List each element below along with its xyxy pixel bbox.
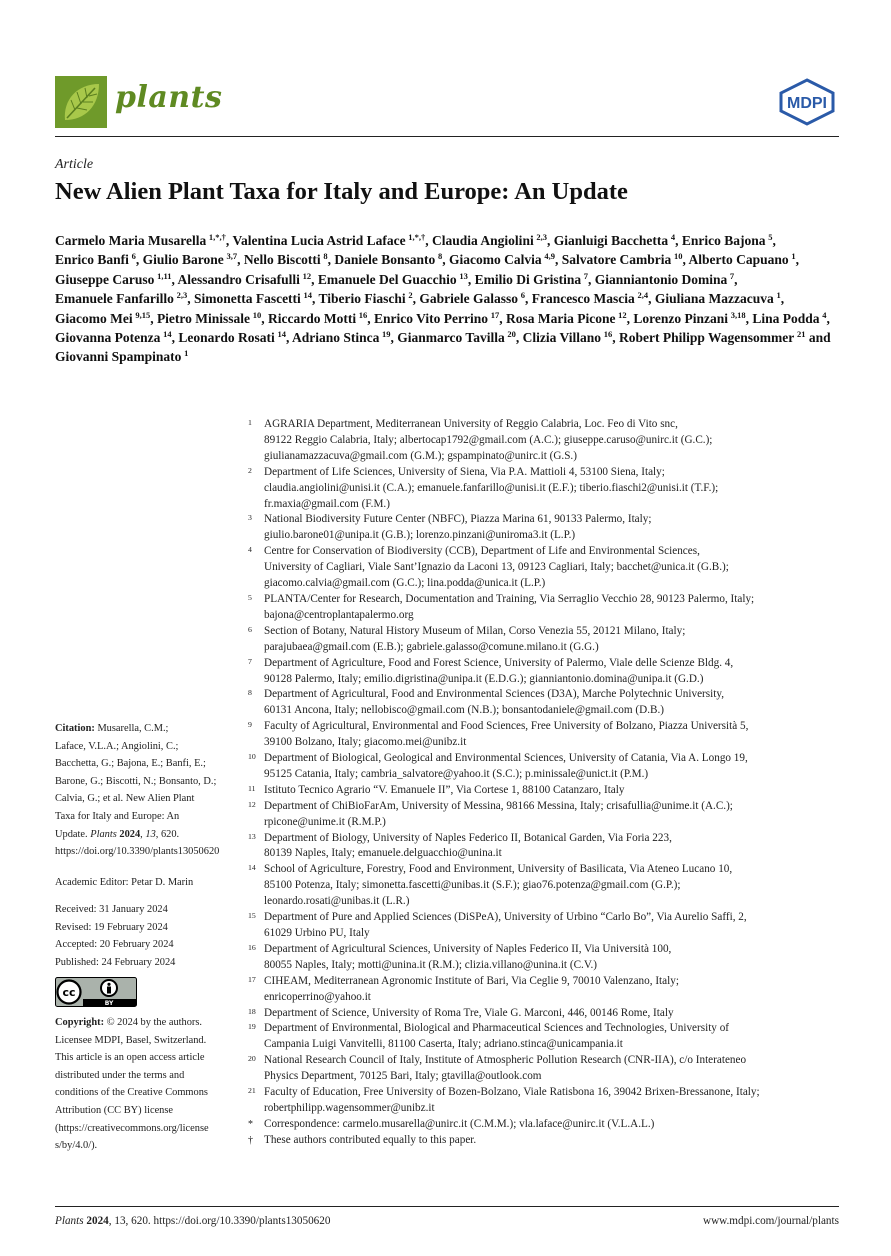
affiliation-number: 4 [248, 545, 252, 555]
author-name: Salvatore Cambria [561, 252, 672, 268]
affiliation-number: 8 [248, 688, 252, 698]
author-name: Simonetta Fascetti [193, 291, 301, 307]
author-affiliation-sup: 6 [520, 290, 525, 301]
citation-volume: 13 [145, 828, 156, 840]
author-name: Adriano Stinca [291, 330, 380, 346]
author-name: Emanuele Fanfarillo [55, 291, 174, 307]
author-separator: , [588, 271, 592, 287]
author-name: Pietro Minissale [156, 310, 251, 326]
copyright-line: Licensee MDPI, Basel, Switzerland. [55, 1034, 207, 1046]
author-separator: , [327, 252, 332, 268]
author [232, 233, 428, 248]
affiliation-number: 7 [248, 656, 252, 666]
author-affiliation-sup: 4 [822, 309, 827, 320]
author-affiliation-sup: 14 [303, 290, 313, 301]
affiliation-line: PLANTA/Center for Research, Documentation and Training, Via Serraglio Vecchio 28, 90123 Palermo, Italy; [264, 592, 755, 605]
affiliation-item [248, 831, 848, 863]
citation-journal: Plants [90, 828, 117, 840]
affiliation-number: 6 [248, 624, 252, 634]
author [55, 233, 229, 248]
author-separator: , [780, 291, 785, 307]
affiliation-line: National Biodiversity Future Center (NBFC), Piazza Marina 61, 90133 Palermo, Italy; [264, 513, 652, 526]
author [55, 252, 139, 267]
author-affiliation-sup: 16 [603, 329, 613, 340]
footer-divider [55, 1206, 839, 1207]
copyright-text: © 2024 by the authors. [106, 1017, 203, 1028]
author-name: Giacomo Mei [55, 310, 133, 326]
affiliation-number: 12 [248, 799, 256, 809]
affiliation-line: Campania Luigi Vanvitelli, 81100 Caserta, Italy; adriano.stinca@unicampania.it [264, 1038, 623, 1051]
author-separator: , [524, 291, 529, 307]
author-affiliation-sup: 16 [358, 309, 368, 320]
author [432, 233, 550, 248]
affiliation-number: * [248, 1118, 253, 1130]
author-affiliation-sup: 1 [184, 348, 189, 359]
footer-citation [55, 1215, 330, 1227]
author-name: Enrico Bajona [681, 233, 766, 248]
author-affiliation-sup: 5 [768, 232, 773, 242]
footer-journal-url[interactable]: www.mdpi.com/journal/plants [703, 1215, 839, 1227]
author-name: Giuseppe Caruso [55, 271, 155, 287]
author-separator: , [187, 291, 191, 307]
affiliation-line: parajubaea@gmail.com (E.B.); gabriele.galasso@comune.milano.it (G.G.) [264, 640, 599, 653]
author-separator: , [171, 330, 175, 346]
author-separator: , [682, 252, 686, 268]
author-affiliation-sup: 7 [729, 270, 735, 281]
author-affiliation-sup: 10 [674, 251, 683, 262]
author-separator: , [261, 310, 265, 326]
affiliation-number: 10 [248, 752, 256, 762]
author [268, 311, 371, 326]
affiliation-line: National Research Council of Italy, Institute of Atmospheric Pollution Research (CNR-IIA), c/o Interateneo [264, 1054, 747, 1067]
affiliation-line: 95125 Catania, Italy; cambria_salvatore@yahoo.it (S.C.); p.minissale@unict.it (P.M.) [264, 767, 649, 780]
citation-line [55, 755, 227, 773]
affiliation-number: 20 [248, 1054, 256, 1064]
author-separator: , [745, 310, 750, 326]
affiliation-line: AGRARIA Department, Mediterranean University of Reggio Calabria, Loc. Feo di Vito snc, [264, 418, 678, 430]
affiliation-line: Physics Department, 70125 Bari, Italy; gtavilla@outlook.com [264, 1070, 542, 1083]
author-affiliation-sup: 1,11 [157, 270, 172, 281]
citation-line [55, 738, 227, 756]
author-affiliation-sup: 19 [382, 329, 391, 340]
affiliation-line: robertphilipp.wagensommer@unibz.it [264, 1101, 435, 1114]
article-type: Article [55, 157, 94, 172]
affiliation-line: giulianamazzacuva@gmail.com (G.M.); gspampinato@unirc.it (G.S.) [264, 449, 577, 462]
mdpi-logo-text: MDPI [787, 95, 827, 112]
citation-text: Laface, V.L.A.; Angiolini, C.; [55, 740, 179, 752]
affiliation-item [248, 1117, 848, 1133]
author [532, 291, 652, 306]
affiliation-line: 39100 Bolzano, Italy; giacomo.mei@unibz.it [264, 736, 467, 749]
author-affiliation-sup: 4 [670, 232, 676, 242]
affiliation-item [248, 799, 848, 831]
copyright-line: distributed under the terms and [55, 1069, 185, 1081]
author-name: Alberto Capuano [688, 252, 789, 268]
affiliation-line: giacomo.calvia@gmail.com (G.C.); lina.podda@unica.it (L.P.) [264, 577, 546, 590]
author-name: Lina Podda [752, 310, 820, 326]
author-affiliation-sup: 8 [323, 251, 328, 262]
author [689, 252, 799, 267]
author-name: Clizia Villano [522, 330, 602, 346]
author-affiliation-sup: 17 [490, 309, 500, 320]
journal-header [55, 76, 839, 136]
author [475, 272, 592, 287]
date-line: Received: 31 January 2024 [55, 904, 168, 915]
author-affiliation-sup: 14 [277, 329, 286, 340]
author-separator: , [648, 291, 652, 307]
author [562, 252, 686, 267]
affiliation-line: 61029 Urbino PU, Italy [264, 927, 370, 939]
citation-line [55, 720, 227, 738]
citation-block [55, 720, 227, 861]
affiliation-item [248, 719, 848, 751]
author-name: Carmelo Maria Musarella [55, 233, 207, 248]
affiliation-line: Faculty of Agricultural, Environmental and Food Sciences, Free University of Bolzano, Piazza Università 5, [264, 720, 749, 733]
copyright-line: conditions of the Creative Commons [55, 1087, 208, 1099]
affiliation-item [248, 1053, 848, 1085]
author-affiliation-sup: 10 [252, 309, 262, 320]
author-separator: , [442, 252, 446, 268]
copyright-line: Attribution (CC BY) license [55, 1104, 174, 1116]
cc-by-license-icon[interactable] [55, 977, 137, 1007]
affiliation-line: Department of Life Sciences, University of Siena, Via P.A. Mattioli 4, 53100 Siena, Italy; [264, 465, 665, 478]
author-list [55, 231, 845, 367]
citation-line[interactable] [55, 843, 227, 861]
author [244, 252, 331, 267]
author [619, 330, 831, 345]
author-affiliation-sup: 6 [131, 251, 136, 262]
author-name: Leonardo Rosati [178, 330, 275, 346]
affiliation-line: Department of Agricultural, Food and Environmental Sciences (D3A), Marche Polytechnic University, [264, 688, 725, 701]
author-separator: , [499, 310, 503, 326]
affiliation-number: 14 [248, 863, 256, 873]
author-name: Giacomo Calvia [448, 252, 542, 268]
affiliation-number: 5 [248, 592, 252, 602]
author [55, 349, 188, 364]
citation-text[interactable]: https://doi.org/10.3390/plants13050620 [55, 846, 220, 858]
author [506, 311, 630, 326]
author-separator: , [826, 310, 830, 326]
author-separator: , [225, 233, 230, 248]
author-name: Gianluigi Bacchetta [553, 233, 669, 248]
author-separator: , [547, 233, 551, 248]
author-name: Emanuele Del Guacchio [317, 271, 457, 287]
affiliation-line: Faculty of Education, Free University of Bozen-Bolzano, Viale Ratisbona 16, 39042 Brixen-Bressanone, Italy; [264, 1086, 760, 1099]
author-affiliation-sup: 8 [437, 251, 443, 262]
affiliation-item [248, 656, 848, 688]
author-name: Giovanna Potenza [55, 330, 161, 346]
author-name: Gianmarco Tavilla [397, 330, 505, 346]
affiliation-line: Istituto Tecnico Agrario “V. Emanuele II”, Via Cortese 1, 88100 Catanzaro, Italy [264, 783, 625, 796]
author-separator: , [237, 252, 241, 268]
author [334, 252, 445, 267]
author-separator: , [311, 271, 315, 287]
author-affiliation-sup: 2 [408, 290, 413, 301]
affiliation-item [248, 783, 848, 799]
author-name: Alessandro Crisafulli [177, 271, 300, 287]
citation-text: Musarella, C.M.; [97, 723, 169, 734]
author-name: Rosa Maria Picone [505, 310, 616, 326]
author [419, 291, 528, 306]
affiliation-line: 89122 Reggio Calabria, Italy; albertocap1792@gmail.com (A.C.); giuseppe.caruso@unirc.it (G.C.); [264, 433, 713, 446]
article-title: New Alien Plant Taxa for Italy and Europe: An Update [55, 178, 628, 205]
author [318, 272, 471, 287]
author-name: Daniele Bonsanto [334, 252, 436, 268]
author [595, 272, 738, 287]
citation-label: Citation: [55, 723, 95, 734]
affiliation-line: 85100 Potenza, Italy; simonetta.fascetti@unibas.it (S.F.); giao76.potenza@gmail.com (G.P.); [264, 879, 681, 892]
affiliation-line: Department of Agricultural Sciences, University of Naples Federico II, Via Università 100, [264, 942, 672, 955]
affiliation-item [248, 942, 848, 974]
journal-name: plants [115, 80, 223, 115]
affiliation-number: 3 [248, 513, 252, 523]
affiliation-line: giulio.barone01@unipa.it (G.B.); lorenzo.pinzani@uniroma3.it (L.P.) [264, 529, 576, 542]
citation-line [55, 773, 227, 791]
author [55, 311, 154, 326]
author-separator: , [772, 233, 776, 248]
affiliation-line: Department of Biological, Geological and Environmental Sciences, University of Catania, Via A. Longo 19, [264, 752, 748, 765]
author-affiliation-sup: 13 [459, 270, 468, 281]
date-line: Revised: 19 February 2024 [55, 921, 168, 933]
affiliation-line: rpicone@unime.it (R.M.P.) [264, 815, 386, 828]
affiliation-line: CIHEAM, Mediterranean Agronomic Institute of Bari, Via Ceglie 9, 70010 Valenzano, Italy; [264, 974, 679, 987]
author-name: Enrico Banfi [55, 252, 129, 268]
author-name: Riccardo Motti [268, 310, 357, 326]
affiliation-line: 80055 Naples, Italy; motti@unina.it (R.M.); clizia.villano@unina.it (C.V.) [264, 958, 597, 971]
affiliation-item [248, 624, 848, 656]
author-name: Valentina Lucia Astrid Laface [232, 233, 406, 248]
author [157, 311, 265, 326]
affiliation-line: Department of Agriculture, Food and Forest Science, University of Palermo, Viale delle Scienze Bldg. 4, [264, 656, 734, 669]
author-separator: , [285, 330, 290, 346]
affiliation-number: 16 [248, 942, 256, 952]
author-name: Tiberio Fiaschi [318, 291, 406, 307]
copyright-line [55, 1014, 227, 1032]
author-affiliation-sup: 14 [163, 329, 172, 340]
affiliation-item [248, 751, 848, 783]
author-separator: , [312, 291, 316, 307]
author-affiliation-sup: 2,3 [176, 290, 188, 301]
author-name: Gianniantonio Domina [594, 271, 728, 287]
affiliation-item [248, 465, 848, 513]
affiliation-number: 2 [248, 465, 252, 475]
citation-line: Update. Plants 2024, 13, 620. [55, 828, 180, 840]
author-separator: , [425, 233, 429, 248]
author [178, 330, 289, 345]
author-name: Claudia Angiolini [432, 233, 534, 248]
citation-text: Calvia, G.; et al. New Alien Plant [55, 793, 195, 805]
author [633, 311, 749, 326]
affiliation-line: Section of Botany, Natural History Museum of Milan, Corso Venezia 55, 20121 Milano, Italy; [264, 624, 686, 637]
author-affiliation-sup: 21 [796, 329, 806, 340]
author [523, 330, 616, 345]
affiliation-item [248, 974, 848, 1006]
author-separator: , [795, 252, 799, 268]
mdpi-logo-icon [775, 78, 839, 126]
author-name: Giulio Barone [142, 252, 224, 268]
author-name: Lorenzo Pinzani [633, 310, 729, 326]
publication-dates [55, 901, 227, 971]
by-badge-text: BY [104, 1000, 114, 1007]
citation-year: 2024 [119, 828, 141, 840]
author [319, 291, 416, 306]
author-separator: , [515, 330, 520, 346]
affiliation-line: claudia.angiolini@unisi.it (C.A.); emanuele.fanfarillo@unisi.it (E.F.); tiberio.fiaschi2@unisi.it (T.F.); [264, 481, 719, 494]
author [55, 291, 191, 306]
author-name: Gabriele Galasso [419, 291, 518, 307]
cc-badge-text: cc [62, 986, 76, 999]
author-affiliation-sup: 3,18 [730, 309, 746, 320]
author-affiliation-sup: 7 [583, 270, 589, 281]
author [397, 330, 519, 345]
plants-leaf-logo-icon [55, 76, 107, 128]
author-name: Emilio Di Gristina [474, 271, 582, 287]
author-affiliation-sup: 1 [791, 251, 796, 262]
affiliation-line: 90128 Palermo, Italy; emilio.digristina@unipa.it (E.D.G.); gianniantonio.domina@unipa.it (G.D.) [264, 672, 704, 685]
author [752, 311, 829, 326]
author-affiliation-sup: 4,9 [544, 251, 555, 262]
affiliations-list [248, 417, 848, 1149]
copyright-line[interactable]: s/by/4.0/). [55, 1140, 98, 1152]
affiliation-line: Department of ChiBioFarAm, University of Messina, 98166 Messina, Italy; crisafullia@unime.it (A.C.); [264, 799, 733, 812]
affiliation-item [248, 1133, 848, 1149]
author-separator: , [554, 252, 559, 268]
author [55, 330, 175, 345]
affiliation-line: leonardo.rosati@unibas.it (L.R.) [264, 895, 410, 908]
author-affiliation-sup: 1,*,† [208, 232, 226, 242]
date-line: Accepted: 20 February 2024 [55, 939, 174, 951]
author-separator: , [675, 233, 679, 248]
affiliation-number: † [248, 1134, 253, 1146]
copyright-block [55, 1014, 227, 1155]
citation-text: Bacchetta, G.; Bajona, E.; Banfi, E.; [55, 758, 206, 770]
author-separator: , [467, 271, 472, 287]
author-separator: , [626, 310, 631, 326]
affiliation-line: Centre for Conservation of Biodiversity (CCB), Department of Life and Environmental Sciences, [264, 545, 700, 558]
affiliation-item [248, 544, 848, 592]
affiliation-number: 18 [248, 1006, 256, 1016]
author-affiliation-sup: 1 [776, 290, 781, 301]
author-separator: , [135, 252, 140, 268]
author-affiliation-sup: 1,*,† [408, 232, 426, 242]
author-separator: , [390, 330, 394, 346]
author-affiliation-sup: 2,4 [637, 290, 649, 301]
affiliation-number: 15 [248, 911, 256, 921]
author-name: Nello Biscotti [243, 252, 321, 268]
affiliation-line: fr.maxia@gmail.com (F.M.) [264, 497, 390, 510]
affiliation-number: 1 [248, 418, 252, 427]
author [143, 252, 241, 267]
affiliation-line: Correspondence: carmelo.musarella@unirc.it (C.M.M.); vla.laface@unirc.it (V.L.A.L.) [264, 1117, 655, 1130]
citation-line [55, 808, 227, 826]
author-affiliation-sup: 12 [302, 270, 312, 281]
citation-text: Taxa for Italy and Europe: An [55, 810, 180, 822]
affiliation-item [248, 512, 848, 544]
author-affiliation-sup: 3,7 [226, 251, 238, 262]
academic-editor: Academic Editor: Petar D. Marin [55, 877, 194, 888]
author [194, 291, 315, 306]
date-line: Published: 24 February 2024 [55, 956, 176, 968]
affiliation-number: 19 [248, 1022, 256, 1032]
affiliation-item [248, 1006, 848, 1022]
author-name: Giovanni Spampinato [55, 349, 182, 365]
author-name: Enrico Vito Perrino [374, 310, 489, 326]
author-separator: , [412, 291, 416, 307]
affiliation-number: 13 [248, 831, 256, 841]
affiliation-line: Department of Pure and Applied Sciences (DiSPeA), University of Urbino “Carlo Bo”, Via Aurelio Saffi, 2, [264, 911, 747, 924]
author-affiliation-sup: 20 [507, 329, 516, 340]
header-divider [55, 136, 839, 137]
affiliation-item [248, 910, 848, 942]
affiliation-item [248, 417, 848, 465]
affiliation-number: 17 [248, 974, 256, 984]
affiliation-item [248, 592, 848, 624]
footer-year: 2024 [86, 1215, 109, 1227]
copyright-label: Copyright: [55, 1017, 105, 1028]
author-affiliation-sup: 2,3 [536, 232, 548, 242]
author [682, 233, 776, 248]
copyright-line: This article is an open access article [55, 1052, 205, 1064]
author [655, 291, 784, 306]
author-affiliation-sup: 12 [618, 309, 627, 320]
author-name: Francesco Mascia [531, 291, 635, 307]
author-separator: , [171, 271, 175, 287]
author [292, 330, 394, 345]
author-affiliation-sup: 9,15 [135, 309, 151, 320]
author-separator: , [150, 310, 154, 326]
affiliation-item [248, 1085, 848, 1117]
author [554, 233, 679, 248]
affiliation-line: These authors contributed equally to this paper. [264, 1133, 477, 1146]
affiliation-line: 80139 Naples, Italy; emanuele.delguacchio@unina.it [264, 847, 502, 860]
citation-line [55, 790, 227, 808]
author [178, 272, 315, 287]
citation-text: Barone, G.; Biscotti, N.; Bonsanto, D.; [55, 775, 217, 787]
affiliation-number: 9 [248, 720, 252, 730]
affiliation-line: Department of Biology, University of Naples Federico II, Botanical Garden, Via Foria 223, [264, 831, 672, 844]
author-separator: , [367, 310, 371, 326]
author [374, 311, 503, 326]
author-separator: and [805, 330, 831, 346]
author [55, 272, 175, 287]
author-separator: , [734, 271, 738, 287]
affiliation-line: University of Cagliari, Viale Sant’Ignazio da Laconi 13, 09123 Cagliari, Italy; bacchet@unica.it (G.B.); [264, 561, 729, 574]
affiliation-line: Department of Science, University of Roma Tre, Viale G. Marconi, 446, 00146 Rome, Italy [264, 1006, 674, 1019]
affiliation-number: 21 [248, 1086, 256, 1096]
footer-journal: Plants [55, 1215, 84, 1227]
affiliation-line: 60131 Ancona, Italy; nellobisco@gmail.com (N.B.); bonsantodaniele@gmail.com (D.B.) [264, 704, 664, 717]
affiliation-line: School of Agriculture, Forestry, Food and Environment, University of Basilicata, Via Ateneo Lucano 10, [264, 863, 733, 876]
citation-text: Update. [55, 828, 88, 840]
author-name: Robert Philipp Wagensommer [619, 330, 795, 346]
citation-page: 620. [160, 828, 180, 840]
author [449, 252, 558, 267]
footer-citation-rest: , 13, 620. https://doi.org/10.3390/plants13050620 [108, 1215, 331, 1227]
affiliation-number: 11 [248, 783, 256, 793]
author-separator: , [612, 330, 616, 346]
affiliation-line: enricoperrino@yahoo.it [264, 990, 371, 1003]
author-name: Giuliana Mazzacuva [654, 291, 774, 307]
affiliation-item [248, 687, 848, 719]
affiliation-item [248, 1021, 848, 1053]
affiliation-line: Department of Environmental, Biological and Pharmaceutical Sciences and Technologies, University of [264, 1022, 730, 1035]
affiliation-item [248, 862, 848, 910]
affiliation-line: bajona@centroplantapalermo.org [264, 608, 414, 621]
copyright-line[interactable]: (https://creativecommons.org/license [55, 1122, 209, 1134]
